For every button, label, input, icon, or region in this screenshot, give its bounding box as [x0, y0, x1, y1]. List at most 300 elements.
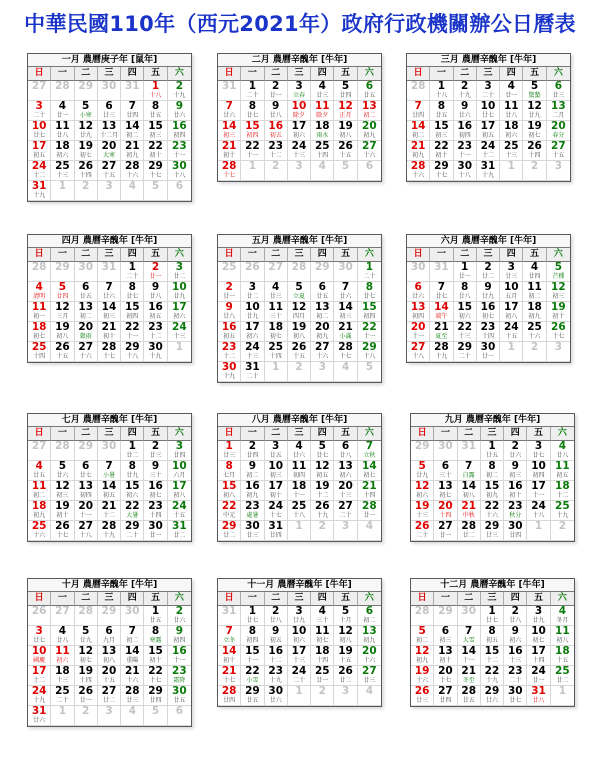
lunar-date: 十六	[416, 677, 429, 684]
weekday-label: 四	[504, 427, 527, 441]
lunar-date: 十六	[412, 172, 425, 179]
day-number: 10	[291, 626, 307, 637]
day-number: 15	[221, 481, 237, 492]
day-cell	[477, 101, 500, 121]
day-cell	[311, 342, 334, 362]
day-number: 20	[78, 322, 94, 333]
lunar-date: 初六	[416, 492, 429, 499]
day-cell	[407, 121, 430, 141]
day-cell	[51, 646, 74, 666]
day-number: 22	[124, 322, 140, 333]
lunar-date: 十一	[363, 333, 376, 340]
lunar-date: 廿五	[462, 697, 475, 704]
day-number: 7	[414, 101, 422, 112]
day-cell	[51, 141, 74, 161]
day-cell	[121, 101, 144, 121]
day-cell	[51, 686, 74, 706]
day-number: 21	[362, 481, 377, 492]
day-number: 9	[151, 461, 160, 472]
lunar-date: 廿五	[316, 293, 329, 300]
adjacent-month-day-cell	[144, 181, 167, 201]
day-number: 17	[503, 302, 519, 313]
day-cell	[51, 501, 74, 521]
day-number: 1	[507, 161, 515, 172]
day-cell	[288, 461, 311, 481]
day-cell	[523, 141, 546, 161]
day-number: 18	[268, 322, 284, 333]
lunar-date: 初五	[316, 472, 329, 479]
adjacent-month-day-cell	[218, 262, 241, 282]
day-cell	[411, 626, 434, 646]
day-cell	[288, 441, 311, 461]
day-cell	[28, 686, 51, 706]
lunar-date: 六月	[173, 472, 186, 479]
day-number: 21	[434, 322, 449, 333]
weekday-label: 二	[454, 67, 477, 81]
lunar-date: 初三	[223, 132, 236, 139]
lunar-date: 十四	[33, 353, 46, 360]
day-number: 26	[245, 262, 260, 273]
day-number: 18	[291, 481, 307, 492]
lunar-date: 初十	[149, 657, 162, 664]
day-number: 7	[225, 626, 233, 637]
lunar-date: 十二月	[99, 132, 118, 139]
adjacent-month-day-cell	[358, 521, 381, 541]
day-cell	[144, 646, 167, 666]
lunar-date: 廿八	[269, 112, 282, 119]
day-number: 29	[484, 686, 500, 697]
day-cell	[500, 282, 523, 302]
lunar-date: 初二	[528, 293, 541, 300]
lunar-date: 十一	[458, 152, 471, 159]
day-number: 2	[484, 262, 492, 273]
day-number: 3	[507, 262, 515, 273]
day-number: 24	[172, 501, 187, 512]
lunar-date: 初四	[412, 313, 425, 320]
day-number: 4	[295, 441, 303, 452]
day-cell	[334, 81, 357, 101]
adjacent-month-day-cell	[75, 606, 98, 626]
day-cell	[527, 686, 550, 706]
day-cell	[358, 262, 381, 282]
day-number: 4	[530, 262, 539, 273]
weekday-label: 五	[527, 427, 550, 441]
lunar-date: 廿二	[481, 273, 494, 280]
day-number: 1	[248, 161, 257, 172]
lunar-date: 廿七	[246, 112, 259, 119]
day-cell	[551, 666, 574, 686]
weekday-label: 日	[28, 67, 51, 81]
lunar-date: 廿六	[412, 293, 425, 300]
lunar-date: 二十	[416, 532, 429, 539]
day-number: 30	[221, 362, 237, 373]
day-cell	[51, 161, 74, 181]
lunar-date: 初十	[552, 313, 565, 320]
day-number: 23	[507, 666, 523, 677]
lunar-date: 十三	[458, 333, 471, 340]
adjacent-month-day-cell	[144, 706, 167, 726]
day-number: 3	[175, 441, 183, 452]
day-number: 29	[245, 686, 260, 697]
day-cell	[144, 441, 167, 461]
day-number: 9	[461, 101, 469, 112]
lunar-date: 廿七	[33, 132, 46, 139]
lunar-date: 十五	[102, 172, 115, 179]
day-cell	[28, 181, 51, 201]
day-cell	[28, 101, 51, 121]
day-number: 21	[461, 501, 477, 512]
day-number: 6	[365, 606, 373, 617]
adjacent-month-day-cell	[311, 362, 334, 382]
lunar-date: 廿四	[528, 273, 541, 280]
day-cell	[454, 262, 477, 282]
day-number: 30	[101, 441, 117, 452]
day-number: 3	[534, 606, 543, 617]
lunar-date: 廿四	[126, 112, 139, 119]
day-cell	[121, 646, 144, 666]
weekday-label: 五	[144, 592, 167, 606]
day-cell	[481, 521, 504, 541]
day-number: 4	[318, 606, 326, 617]
day-number: 25	[314, 666, 330, 677]
day-cell	[407, 342, 430, 362]
day-number: 24	[31, 686, 47, 697]
day-cell	[265, 626, 288, 646]
day-cell	[411, 501, 434, 521]
day-number: 2	[151, 441, 160, 452]
day-number: 25	[503, 141, 519, 152]
day-number: 12	[291, 302, 307, 313]
day-cell	[51, 481, 74, 501]
lunar-date: 春分	[552, 132, 565, 139]
lunar-date: 十六	[363, 657, 376, 664]
day-number: 3	[341, 686, 350, 697]
adjacent-month-day-cell	[51, 262, 74, 282]
day-cell	[265, 666, 288, 686]
day-cell	[527, 461, 550, 481]
lunar-date: 十六	[363, 152, 376, 159]
day-cell	[265, 302, 288, 322]
day-cell	[241, 441, 264, 461]
adjacent-month-day-cell	[407, 81, 430, 101]
day-number: 15	[124, 481, 140, 492]
day-cell	[241, 322, 264, 342]
day-cell	[241, 362, 264, 382]
adjacent-month-day-cell	[358, 362, 381, 382]
adjacent-month-day-cell	[28, 441, 51, 461]
adjacent-month-day-cell	[458, 606, 481, 626]
month-title: 七月 農曆辛醜年 [牛年]	[28, 414, 191, 427]
weekday-label: 四	[504, 592, 527, 606]
day-number: 2	[318, 686, 326, 697]
day-number: 1	[175, 342, 183, 353]
day-number: 1	[534, 521, 543, 532]
day-cell	[551, 626, 574, 646]
day-number: 7	[465, 461, 473, 472]
day-cell	[241, 626, 264, 646]
day-cell	[481, 626, 504, 646]
day-cell	[28, 282, 51, 302]
day-cell	[218, 686, 241, 706]
day-cell	[358, 282, 381, 302]
day-cell	[168, 81, 191, 101]
day-cell	[551, 481, 574, 501]
day-cell	[168, 121, 191, 141]
day-number: 31	[268, 521, 284, 532]
lunar-date: 廿九	[292, 617, 305, 624]
lunar-date: 除夕	[292, 112, 305, 119]
lunar-date: 初十	[223, 657, 236, 664]
day-cell	[218, 646, 241, 666]
weekday-label: 二	[265, 67, 288, 81]
day-number: 17	[31, 141, 47, 152]
day-cell	[477, 282, 500, 302]
day-cell	[411, 666, 434, 686]
weekday-label: 二	[75, 427, 98, 441]
day-cell	[434, 461, 457, 481]
day-number: 23	[172, 141, 187, 152]
day-cell	[75, 141, 98, 161]
weekday-label: 三	[288, 592, 311, 606]
day-cell	[144, 121, 167, 141]
lunar-date: 初四	[246, 637, 259, 644]
day-number: 8	[437, 101, 446, 112]
day-number: 11	[555, 461, 570, 472]
day-number: 24	[531, 501, 546, 512]
lunar-date: 重陽	[126, 657, 139, 664]
lunar-date: 初九	[528, 313, 541, 320]
month-title: 十一月 農曆辛醜年 [牛年]	[218, 579, 381, 592]
lunar-date: 十八	[532, 512, 545, 519]
adjacent-month-day-cell	[98, 181, 121, 201]
day-number: 11	[31, 481, 47, 492]
day-number: 4	[558, 606, 566, 617]
day-number: 30	[148, 342, 163, 353]
day-number: 30	[101, 81, 117, 92]
day-number: 10	[172, 282, 187, 293]
day-number: 12	[338, 626, 353, 637]
lunar-date: 廿六	[292, 452, 305, 459]
day-cell	[311, 666, 334, 686]
day-number: 31	[221, 606, 237, 617]
day-cell	[75, 461, 98, 481]
day-number: 7	[365, 441, 373, 452]
lunar-date: 二十	[126, 532, 139, 539]
day-cell	[477, 262, 500, 282]
weekday-label: 三	[481, 592, 504, 606]
day-cell	[121, 262, 144, 282]
day-number: 14	[101, 481, 117, 492]
day-number: 1	[128, 262, 136, 273]
lunar-date: 初四	[363, 313, 376, 320]
lunar-date: 十二	[102, 512, 115, 519]
day-cell	[458, 686, 481, 706]
lunar-date: 十六	[528, 333, 541, 340]
day-number: 8	[151, 101, 160, 112]
day-number: 16	[480, 302, 496, 313]
day-number: 7	[341, 282, 350, 293]
lunar-date: 初五	[33, 152, 46, 159]
day-number: 8	[128, 461, 136, 472]
weekday-label: 四	[500, 248, 523, 262]
month-calendar-dec	[410, 578, 575, 707]
day-number: 5	[151, 181, 160, 192]
lunar-date: 廿三	[149, 452, 162, 459]
month-calendar-aug	[217, 413, 382, 542]
day-number: 16	[221, 322, 237, 333]
day-number: 19	[338, 646, 353, 657]
weekday-label: 一	[430, 67, 453, 81]
lunar-date: 立冬	[223, 637, 236, 644]
day-number: 25	[291, 501, 307, 512]
adjacent-month-day-cell	[500, 161, 523, 181]
day-number: 25	[31, 521, 47, 532]
day-number: 14	[434, 302, 449, 313]
lunar-date: 初十	[149, 152, 162, 159]
day-number: 3	[248, 282, 257, 293]
day-cell	[411, 461, 434, 481]
lunar-date: 初五	[481, 132, 494, 139]
day-number: 13	[410, 302, 426, 313]
adjacent-month-day-cell	[434, 441, 457, 461]
month-calendar-apr	[27, 234, 192, 363]
weekday-label: 一	[430, 248, 453, 262]
lunar-date: 初六	[56, 657, 69, 664]
lunar-date: 四月	[292, 313, 305, 320]
day-cell	[430, 161, 453, 181]
day-cell	[547, 262, 570, 282]
day-cell	[241, 121, 264, 141]
day-cell	[311, 121, 334, 141]
day-cell	[458, 626, 481, 646]
day-cell	[334, 481, 357, 501]
lunar-date: 驚蟄	[528, 92, 541, 99]
day-cell	[311, 461, 334, 481]
day-cell	[288, 81, 311, 101]
day-number: 2	[272, 81, 280, 92]
day-cell	[288, 282, 311, 302]
day-grid	[28, 606, 191, 726]
day-cell	[144, 262, 167, 282]
weekday-header	[218, 592, 381, 606]
month-calendar-jan	[27, 53, 192, 202]
day-cell	[411, 686, 434, 706]
day-grid	[28, 262, 191, 362]
day-number: 21	[338, 322, 353, 333]
day-number: 25	[55, 161, 70, 172]
adjacent-month-day-cell	[288, 262, 311, 282]
day-cell	[75, 302, 98, 322]
month-calendar-oct	[27, 578, 192, 727]
day-cell	[28, 342, 51, 362]
day-cell	[477, 161, 500, 181]
day-number: 30	[457, 161, 473, 172]
day-cell	[481, 666, 504, 686]
adjacent-month-day-cell	[288, 362, 311, 382]
weekday-label: 五	[334, 67, 357, 81]
day-cell	[527, 666, 550, 686]
day-cell	[527, 441, 550, 461]
lunar-date: 十九	[556, 512, 569, 519]
day-number: 6	[341, 441, 350, 452]
lunar-date: 初二	[363, 112, 376, 119]
lunar-date: 初五	[269, 132, 282, 139]
day-cell	[121, 521, 144, 541]
day-number: 28	[362, 501, 377, 512]
day-number: 17	[172, 481, 187, 492]
day-number: 17	[480, 121, 496, 132]
day-number: 25	[527, 322, 542, 333]
day-number: 6	[175, 706, 183, 717]
lunar-date: 十三	[292, 152, 305, 159]
day-number: 31	[124, 81, 140, 92]
day-number: 31	[480, 161, 496, 172]
adjacent-month-day-cell	[311, 521, 334, 541]
lunar-date: 十三	[292, 657, 305, 664]
day-number: 12	[55, 302, 70, 313]
day-cell	[28, 121, 51, 141]
lunar-date: 三十	[316, 617, 329, 624]
lunar-date: 初七	[532, 637, 545, 644]
day-cell	[434, 646, 457, 666]
day-cell	[75, 646, 98, 666]
lunar-date: 十六	[79, 353, 92, 360]
lunar-date: 初二	[126, 637, 139, 644]
day-number: 15	[245, 121, 260, 132]
weekday-header	[218, 427, 381, 441]
day-cell	[265, 141, 288, 161]
weekday-label: 五	[334, 427, 357, 441]
day-cell	[288, 322, 311, 342]
day-cell	[407, 302, 430, 322]
lunar-date: 小雪	[246, 677, 259, 684]
day-number: 10	[172, 461, 187, 472]
day-number: 2	[295, 362, 303, 373]
weekday-header	[218, 67, 381, 81]
day-number: 26	[338, 141, 353, 152]
day-number: 12	[78, 121, 94, 132]
day-cell	[98, 501, 121, 521]
day-cell	[458, 501, 481, 521]
lunar-date: 初十	[509, 492, 522, 499]
lunar-date: 廿三	[102, 112, 115, 119]
day-cell	[504, 501, 527, 521]
lunar-date: 十四	[439, 512, 452, 519]
day-number: 14	[338, 302, 353, 313]
day-number: 2	[225, 282, 233, 293]
day-number: 29	[124, 521, 140, 532]
lunar-date: 白露	[462, 472, 475, 479]
day-cell	[430, 282, 453, 302]
day-cell	[458, 666, 481, 686]
day-number: 4	[507, 81, 515, 92]
lunar-date: 十四	[481, 333, 494, 340]
day-number: 1	[488, 441, 496, 452]
weekday-label: 日	[407, 67, 430, 81]
lunar-date: 廿一	[439, 532, 452, 539]
lunar-date: 初七	[269, 333, 282, 340]
adjacent-month-day-cell	[311, 161, 334, 181]
lunar-date: 廿一	[363, 512, 376, 519]
lunar-date: 十四	[316, 657, 329, 664]
day-cell	[477, 302, 500, 322]
day-number: 22	[124, 501, 140, 512]
lunar-date: 初十	[223, 152, 236, 159]
day-number: 31	[172, 521, 187, 532]
day-number: 4	[558, 441, 566, 452]
day-cell	[523, 121, 546, 141]
adjacent-month-day-cell	[288, 521, 311, 541]
